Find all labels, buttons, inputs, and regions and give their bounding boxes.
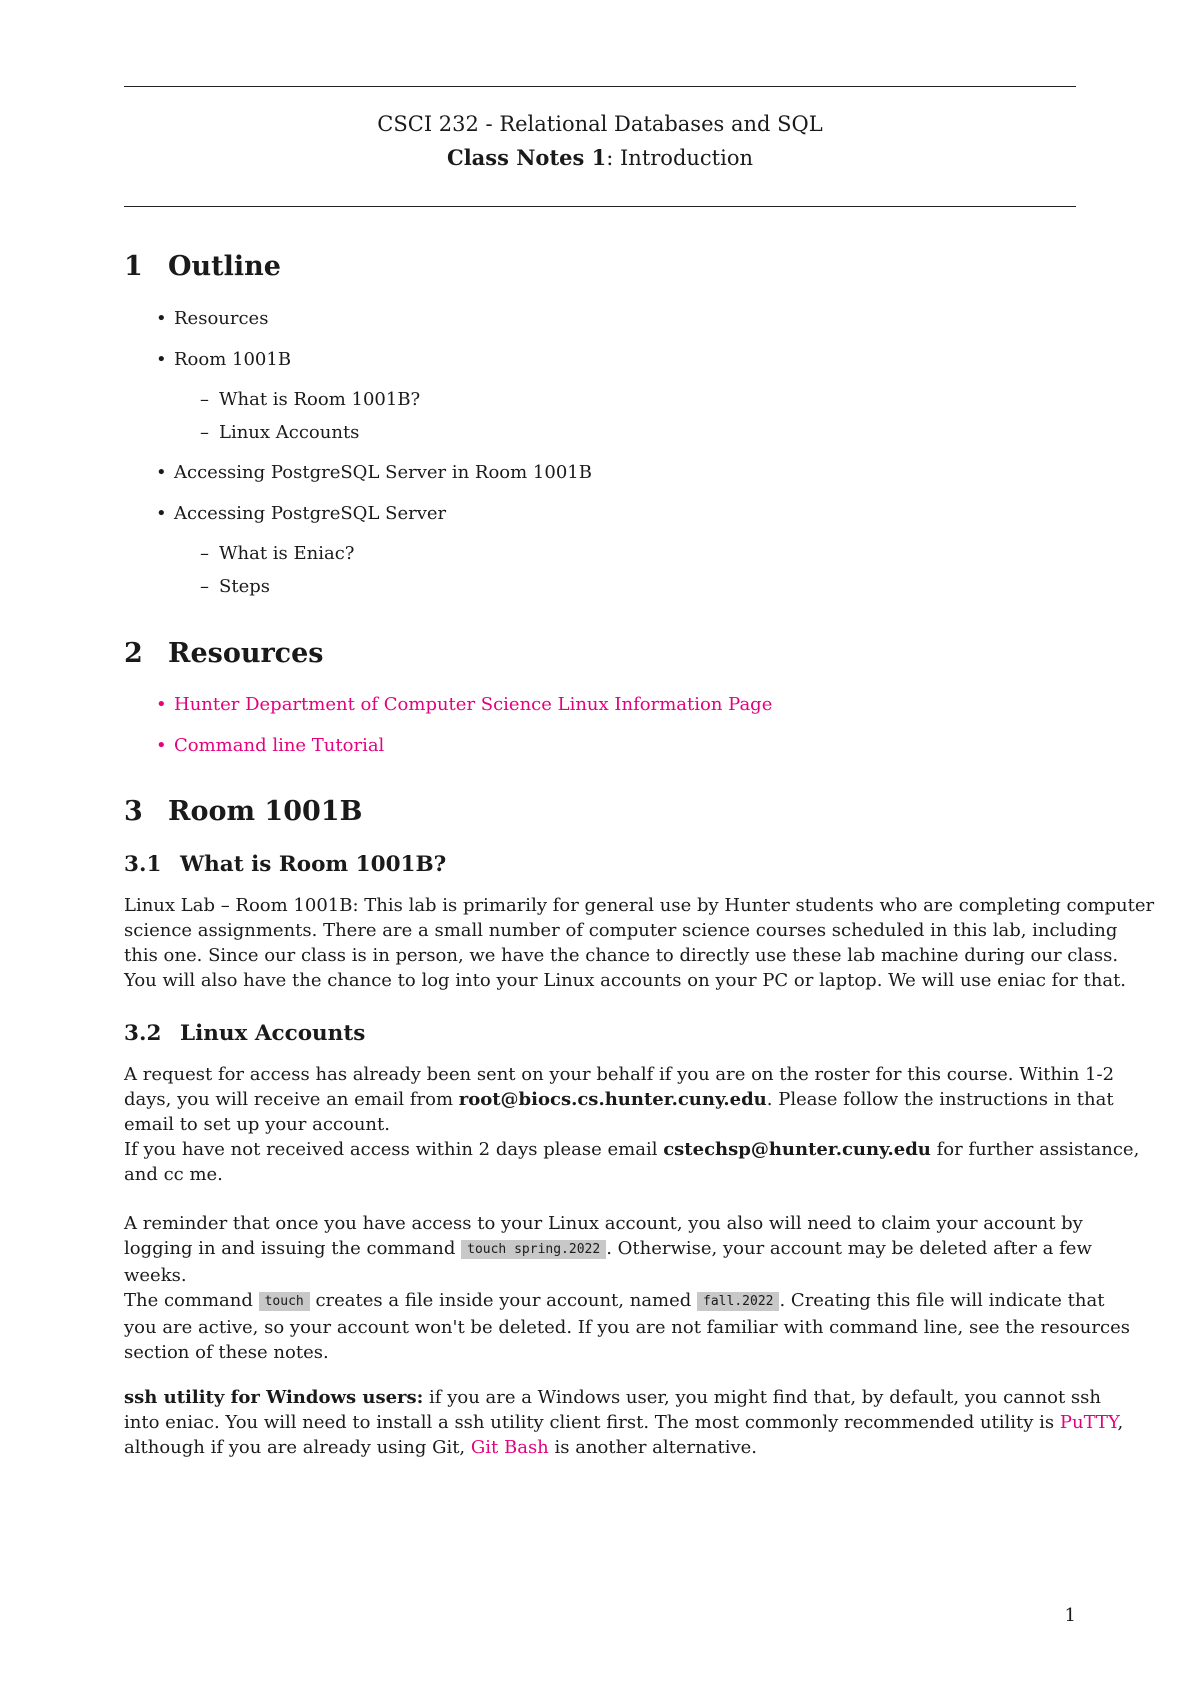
ssh-utility-paragraph [124, 1385, 1124, 1460]
outline-item-label: Accessing PostgreSQL Server [174, 503, 447, 524]
room-description-paragraph [124, 893, 1155, 993]
outline-subitem [200, 389, 421, 410]
outline-subitem [200, 422, 360, 443]
page-number: 1 [1064, 1605, 1076, 1626]
outline-subitem-label: Linux Accounts [219, 422, 360, 443]
subsection-number: 3.2 [124, 1021, 162, 1046]
root-email: root@biocs.cs.hunter.cuny.edu [458, 1089, 767, 1110]
text-span: logging in and issuing the command [124, 1238, 462, 1259]
section-number: 3 [124, 796, 143, 827]
outline-item-label: Room 1001B [174, 349, 292, 370]
resource-item [156, 735, 385, 756]
outline-item-label: Accessing PostgreSQL Server in Room 1001B [174, 462, 592, 483]
outline-subitem-label: Steps [219, 576, 270, 597]
bullet-icon: • [156, 503, 167, 524]
text-span: . Creating this file will indicate that [779, 1290, 1105, 1311]
putty-link[interactable]: PuTTY [1059, 1412, 1118, 1433]
text-line [124, 1435, 1076, 1460]
text-span: If you have not received access within 2 days please email [124, 1139, 664, 1160]
outline-subitem [200, 576, 270, 597]
text-span: is another alternative. [548, 1437, 758, 1458]
bullet-icon: • [156, 462, 167, 483]
claim-account-paragraph [124, 1211, 1130, 1365]
text-line: A request for access has already been sent on your behalf if you are on the roster for this course. Within 1-2 [124, 1064, 1115, 1085]
notes-title [124, 145, 1076, 170]
text-line: A reminder that once you have access to your Linux account, you also will need to claim your account by [124, 1213, 1083, 1234]
linux-info-page-link[interactable]: Hunter Department of Computer Science Linux Information Page [174, 694, 773, 715]
header-top-rule [124, 86, 1076, 87]
text-line [124, 1137, 1140, 1162]
outline-item [156, 462, 592, 483]
ssh-utility-label: ssh utility for Windows users: [124, 1387, 424, 1408]
code-touch-spring: touch spring.2022 [461, 1240, 606, 1259]
section-title: Resources [168, 638, 324, 669]
header-bottom-rule [124, 206, 1076, 207]
text-line: email to set up your account. [124, 1114, 390, 1135]
command-line-tutorial-link[interactable]: Command line Tutorial [174, 735, 385, 756]
outline-subitem-label: What is Eniac? [219, 543, 355, 564]
text-line: you are active, so your account won't be deleted. If you are not familiar with command line, see the resources [124, 1317, 1130, 1338]
outline-item [156, 308, 269, 329]
subsection-title: What is Room 1001B? [180, 852, 447, 877]
text-line: You will also have the chance to log into your Linux accounts on your PC or laptop. We will use eniac for that. [124, 970, 1127, 991]
text-span: , [1117, 1412, 1124, 1433]
section-resources-heading [124, 638, 324, 669]
resource-item [156, 694, 773, 715]
outline-subitem-label: What is Room 1001B? [219, 389, 421, 410]
git-bash-link[interactable]: Git Bash [470, 1437, 549, 1458]
bullet-icon: • [156, 349, 167, 370]
notes-title-rest: : Introduction [606, 146, 753, 170]
text-line [124, 1385, 1101, 1410]
notes-title-bold: Class Notes 1 [446, 145, 607, 170]
text-span: . Please follow the instructions in that [766, 1089, 1114, 1110]
text-line [124, 1288, 1105, 1315]
outline-item [156, 503, 447, 524]
subsection-linux-accounts-heading [124, 1021, 365, 1046]
code-fall-file: fall.2022 [697, 1292, 779, 1311]
subsection-title: Linux Accounts [180, 1021, 366, 1046]
text-span: if you are a Windows user, you might find that, by default, you cannot ssh [423, 1387, 1101, 1408]
subsection-number: 3.1 [124, 852, 162, 877]
text-line: section of these notes. [124, 1342, 329, 1363]
text-line: this one. Since our class is in person, we have the chance to directly use these lab machine during our class. [124, 945, 1119, 966]
document-page [124, 0, 1155, 1696]
text-span: days, you will receive an email from [124, 1089, 459, 1110]
section-title: Outline [168, 251, 281, 282]
bullet-icon: • [156, 735, 167, 756]
text-span: into eniac. You will need to install a ssh utility client first. The most commonly recommended utility is [124, 1412, 1060, 1433]
bullet-icon: • [156, 694, 167, 715]
support-email: cstechsp@hunter.cuny.edu [663, 1139, 931, 1160]
text-span: The command [124, 1290, 259, 1311]
text-line: and cc me. [124, 1164, 223, 1185]
code-touch: touch [259, 1292, 310, 1311]
dash-icon: – [200, 576, 209, 597]
access-request-paragraph [124, 1062, 1140, 1187]
text-line [124, 1236, 1092, 1263]
text-line [124, 1087, 1114, 1112]
text-line: Linux Lab – Room 1001B: This lab is primarily for general use by Hunter students who are completing computer [124, 895, 1155, 916]
text-span: for further assistance, [930, 1139, 1140, 1160]
dash-icon: – [200, 543, 209, 564]
outline-item-label: Resources [174, 308, 269, 329]
text-line [124, 1410, 1124, 1435]
section-number: 2 [124, 638, 143, 669]
text-span: creates a file inside your account, named [309, 1290, 698, 1311]
outline-subitem [200, 543, 355, 564]
section-title: Room 1001B [168, 796, 363, 827]
section-room-heading [124, 796, 362, 827]
bullet-icon: • [156, 308, 167, 329]
course-title: CSCI 232 - Relational Databases and SQL [377, 112, 823, 136]
text-span: . Otherwise, your account may be deleted after a few [606, 1238, 1092, 1259]
dash-icon: – [200, 389, 209, 410]
section-number: 1 [124, 251, 143, 282]
text-span: although if you are already using Git, [124, 1437, 471, 1458]
text-line: weeks. [124, 1265, 187, 1286]
text-line: science assignments. There are a small number of computer science courses scheduled in this lab, including [124, 920, 1118, 941]
subsection-what-is-room-heading [124, 852, 446, 877]
section-outline-heading [124, 251, 281, 282]
dash-icon: – [200, 422, 209, 443]
outline-item [156, 349, 292, 370]
